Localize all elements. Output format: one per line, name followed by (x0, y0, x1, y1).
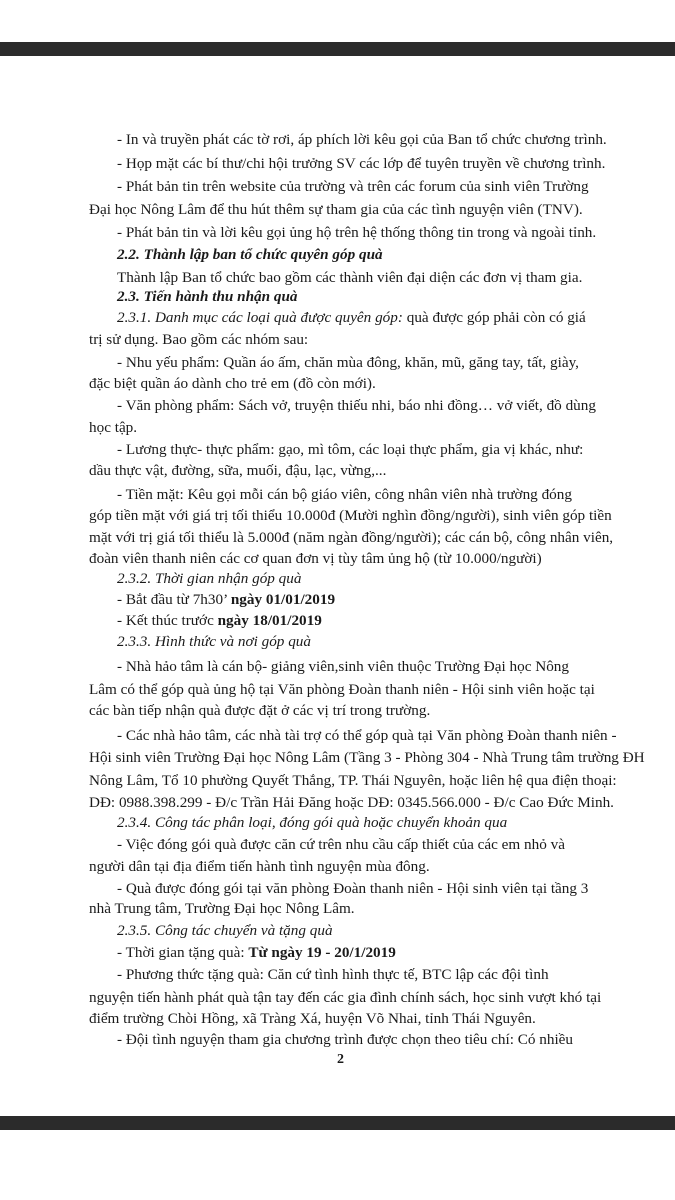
text-line: đặc biệt quần áo dành cho trẻ em (đồ còn mới). (89, 375, 376, 392)
text-line: dầu thực vật, đường, sữa, muối, đậu, lạc, vừng,... (89, 462, 387, 479)
text-line: Lâm có thể góp quà ủng hộ tại Văn phòng Đoàn thanh niên - Hội sinh viên hoặc tại (89, 681, 595, 698)
text-line: các bàn tiếp nhận quà được đặt ở các vị trí trong trường. (89, 702, 431, 719)
text-line: học tập. (89, 419, 138, 436)
text-line: - Nhu yếu phẩm: Quần áo ấm, chăn mùa đông, khăn, mũ, găng tay, tất, giày, (117, 354, 579, 371)
text-line: - Phát bản tin và lời kêu gọi ủng hộ trên hệ thống thông tin trong và ngoài tỉnh. (117, 224, 597, 241)
text-line: nguyện tiến hành phát quà tận tay đến các gia đình chính sách, học sinh vượt khó tại (89, 989, 602, 1006)
text-line (117, 612, 322, 630)
text-line: - Các nhà hảo tâm, các nhà tài trợ có thể góp quà tại Văn phòng Đoàn thanh niên - (117, 727, 617, 744)
text-line: góp tiền mặt với giá trị tối thiểu 10.000đ (Mười nghìn đồng/người), sinh viên góp tiền (89, 507, 612, 524)
subsection-label: 2.3.5. Công tác chuyển và tặng quà (117, 922, 333, 939)
text-line (117, 944, 396, 962)
page-number: 2 (337, 1052, 344, 1067)
subsection-label: 2.3.3. Hình thức và nơi góp quà (117, 633, 311, 650)
text-line: nhà Trung tâm, Trường Đại học Nông Lâm. (89, 900, 355, 917)
text-span: - Bắt đầu từ 7h30’ (117, 591, 231, 608)
text-line: - Nhà hảo tâm là cán bộ- giảng viên,sinh viên thuộc Trường Đại học Nông (117, 658, 569, 675)
text-span: quà được góp phải còn có giá (402, 309, 586, 326)
text-line: trị sử dụng. Bao gồm các nhóm sau: (89, 331, 309, 348)
date-text: Từ ngày 19 - 20/1/2019 (248, 944, 396, 961)
text-line: - Quà được đóng gói tại văn phòng Đoàn thanh niên - Hội sinh viên tại tầng 3 (117, 880, 589, 897)
text-line: - Việc đóng gói quà được căn cứ trên nhu cầu cấp thiết của các em nhỏ và (117, 836, 565, 853)
text-line: Đại học Nông Lâm để thu hút thêm sự tham gia của các tình nguyện viên (TNV). (89, 201, 583, 218)
text-line: - Lương thực- thực phẩm: gạo, mì tôm, các loại thực phẩm, gia vị khác, như: (117, 441, 584, 458)
text-span: - Thời gian tặng quà: (117, 944, 249, 961)
subsection-label: 2.3.4. Công tác phân loại, đóng gói quà hoặc chuyển khoản qua (117, 814, 508, 831)
text-line: - Đội tình nguyện tham gia chương trình được chọn theo tiêu chí: Có nhiều (117, 1031, 574, 1048)
section-heading: 2.2. Thành lập ban tổ chức quyên góp quà (117, 246, 383, 263)
text-line (117, 309, 586, 327)
top-scan-border (0, 42, 675, 56)
text-line: - Văn phòng phẩm: Sách vở, truyện thiếu nhi, báo nhi đồng… vở viết, đồ dùng (117, 397, 596, 414)
text-line: Hội sinh viên Trường Đại học Nông Lâm (Tầng 3 - Phòng 304 - Nhà Trung tâm trường ĐH (89, 749, 645, 766)
text-line: - Phương thức tặng quà: Căn cứ tình hình thực tế, BTC lập các đội tình (117, 966, 549, 983)
text-line: Nông Lâm, Tổ 10 phường Quyết Thắng, TP. Thái Nguyên, hoặc liên hệ qua điện thoại: (89, 772, 617, 789)
date-text: ngày 18/01/2019 (217, 612, 322, 629)
text-line: - Họp mặt các bí thư/chi hội trưởng SV các lớp để tuyên truyền về chương trình. (117, 155, 606, 172)
text-line: - In và truyền phát các tờ rơi, áp phích lời kêu gọi của Ban tổ chức chương trình. (117, 131, 607, 148)
section-heading: 2.3. Tiến hành thu nhận quà (117, 288, 298, 305)
text-line: mặt với trị giá tối thiểu là 5.000đ (năm ngàn đồng/người); các cán bộ, công nhân viên, (89, 529, 614, 546)
text-line: đoàn viên thanh niên các cơ quan đơn vị tùy tâm ủng hộ (từ 10.000/người) (89, 550, 542, 567)
date-text: ngày 01/01/2019 (230, 591, 336, 608)
text-line: - Phát bản tin trên website của trường và trên các forum của sinh viên Trường (117, 178, 589, 195)
text-line: Thành lập Ban tổ chức bao gồm các thành viên đại diện các đơn vị tham gia. (117, 269, 583, 286)
text-line: DĐ: 0988.398.299 - Đ/c Trần Hải Đăng hoặc DĐ: 0345.566.000 - Đ/c Cao Đức Minh. (89, 794, 614, 811)
text-line (117, 591, 335, 609)
subsection-label: 2.3.2. Thời gian nhận góp quà (117, 570, 302, 587)
text-line: người dân tại địa điểm tiến hành tình nguyện mùa đông. (89, 858, 430, 875)
text-line: - Tiền mặt: Kêu gọi mỗi cán bộ giáo viên, công nhân viên nhà trường đóng (117, 486, 572, 503)
text-span: - Kết thúc trước (117, 612, 218, 629)
text-line: điểm trường Chòi Hồng, xã Tràng Xá, huyện Võ Nhai, tỉnh Thái Nguyên. (89, 1010, 536, 1027)
subsection-label: 2.3.1. Danh mục các loại quà được quyên góp: (117, 309, 403, 326)
bottom-scan-border (0, 1116, 675, 1130)
